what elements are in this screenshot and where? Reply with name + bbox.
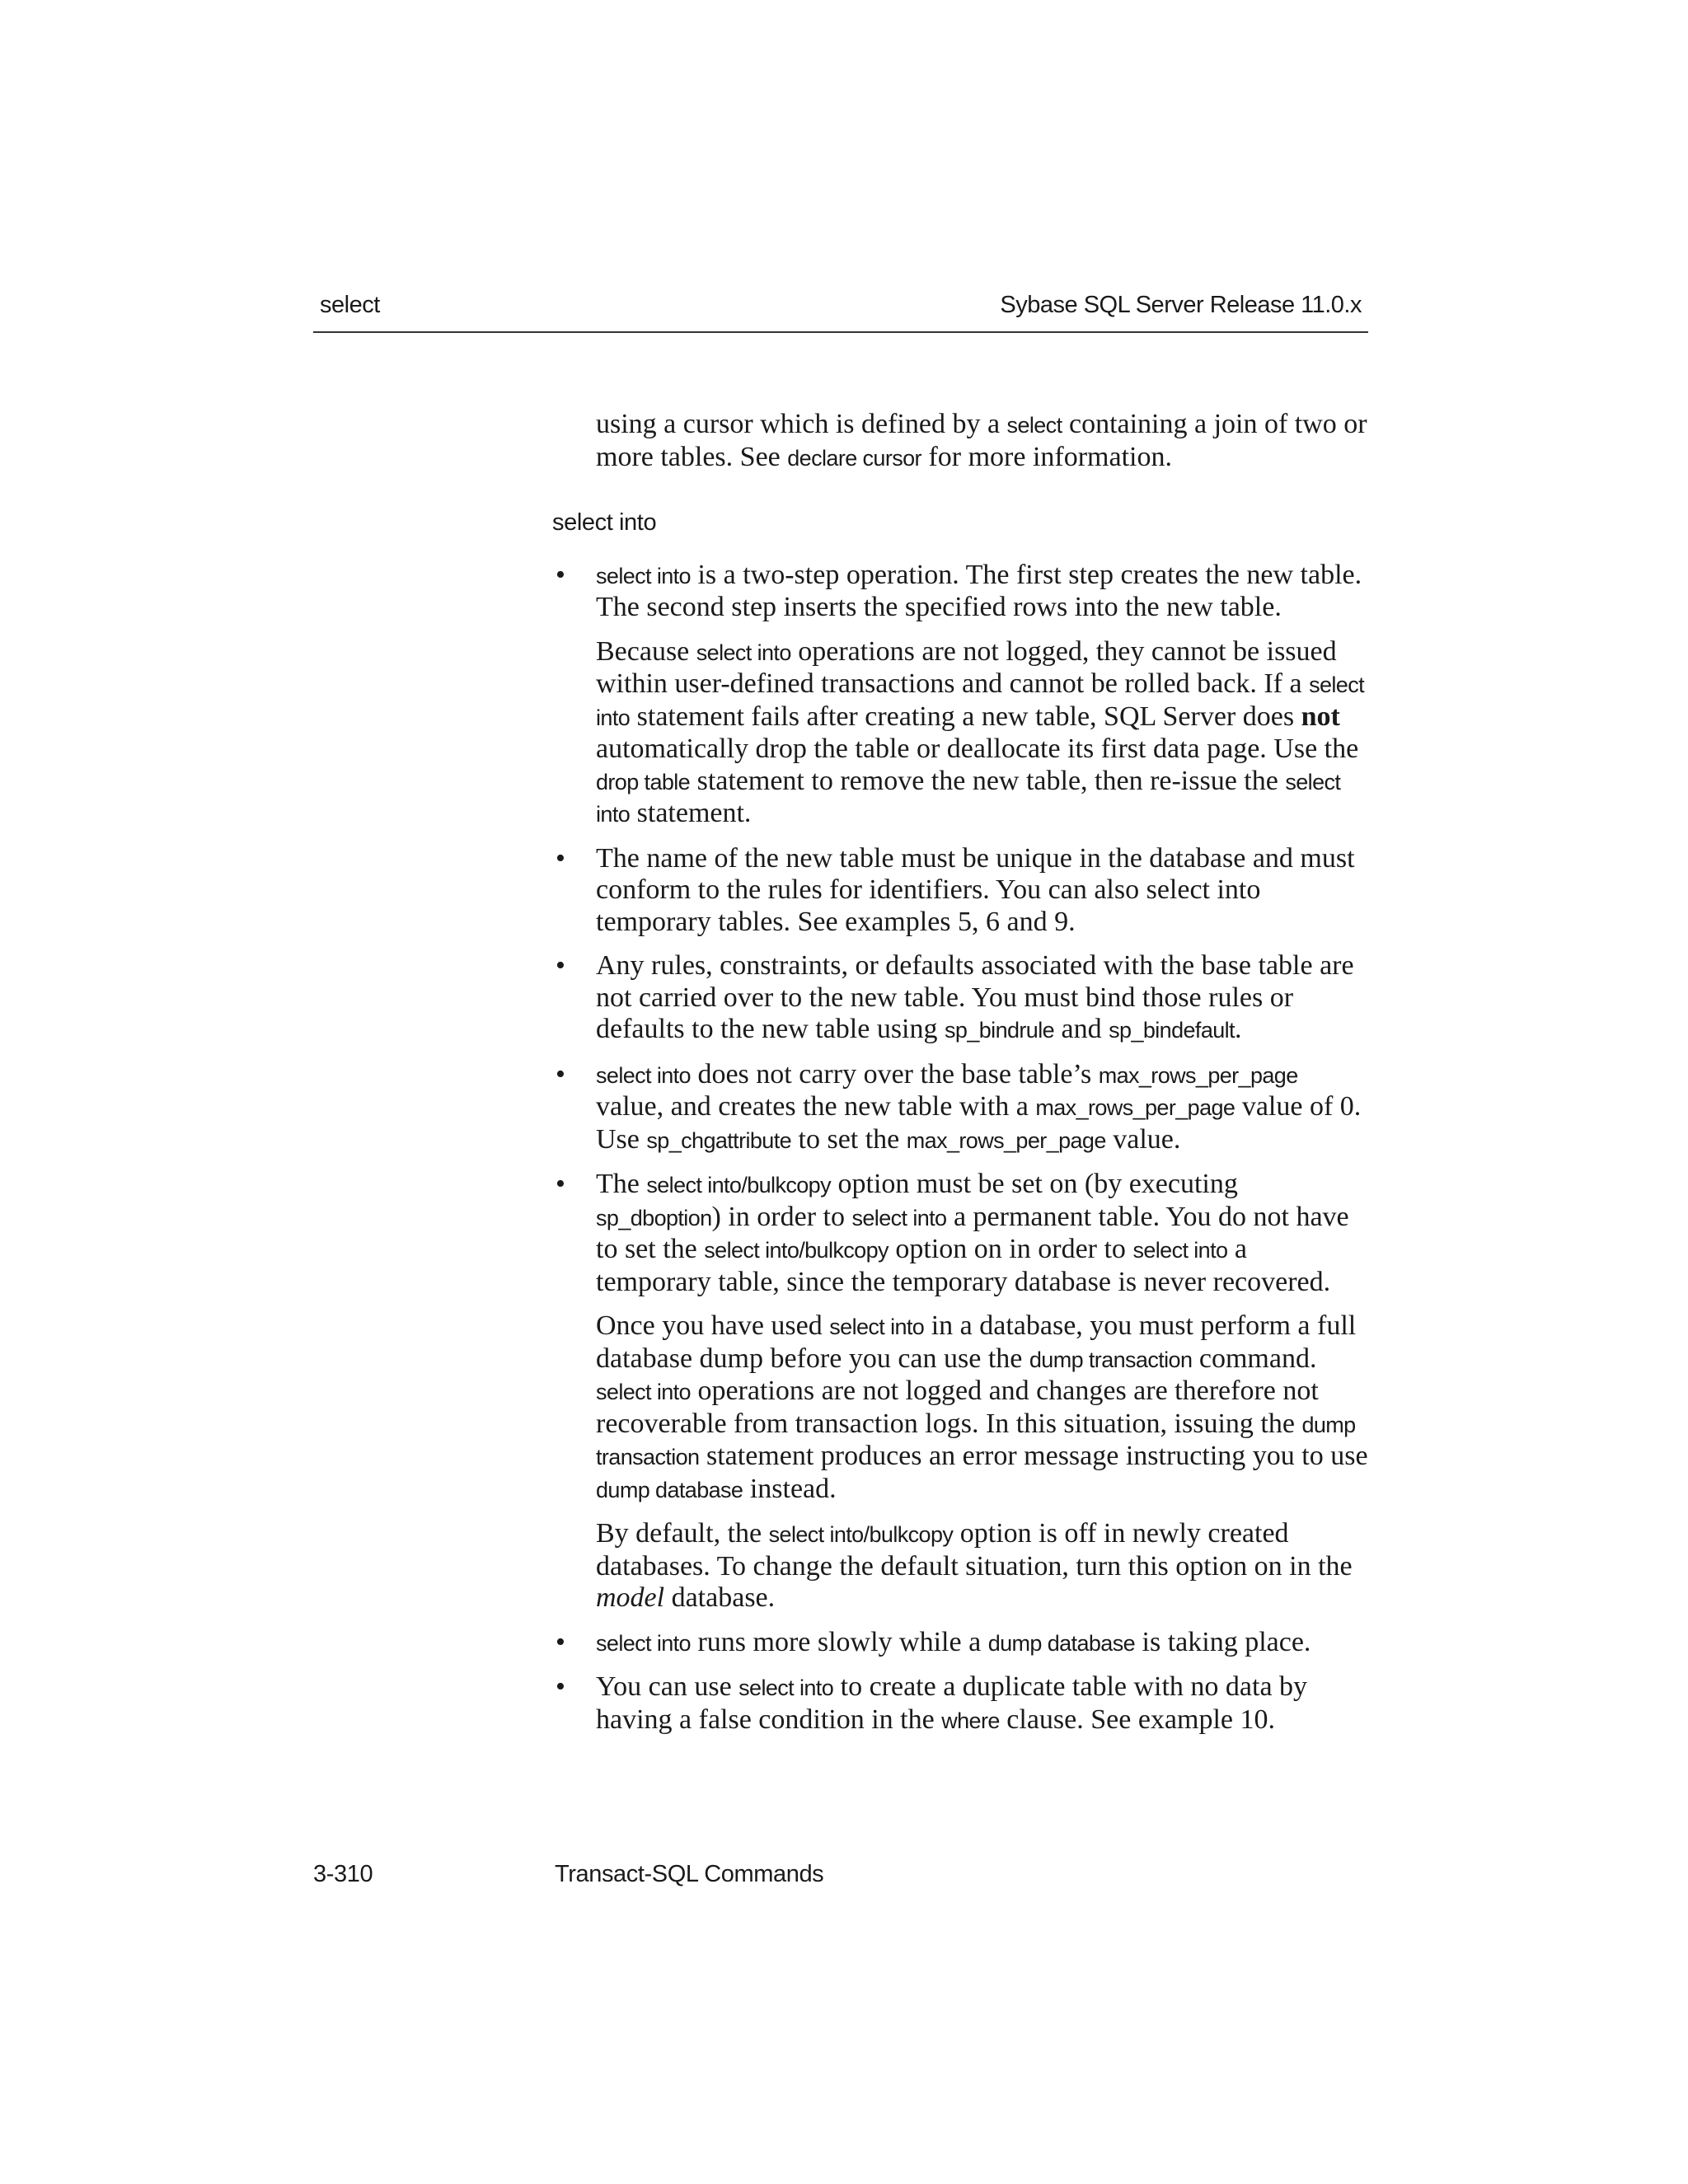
page-number: 3-310 [313,1861,373,1887]
command-term: max_rows_per_page [1035,1095,1236,1120]
command-term: max_rows_per_page [1098,1062,1298,1088]
command-term: select into [738,1675,834,1700]
command-term: max_rows_per_page [906,1127,1106,1153]
command-term: select into/bulkcopy [768,1522,954,1547]
command-term: drop table [596,769,691,794]
command-term: select into/bulkcopy [646,1173,831,1197]
running-header [313,288,1368,333]
list-item [552,1627,1368,1660]
bullet-icon: • [556,1626,565,1657]
paragraph [596,1310,1368,1506]
text-run: option is off in newly created databases. To change the default situation, turn this option on in the [596,1518,1353,1582]
text-run: instead. [743,1473,837,1504]
text-run: is taking place. [1135,1626,1311,1657]
text-run: command. [1192,1343,1317,1374]
command-term: select into [596,769,1341,827]
text-run: By default, the [596,1518,769,1549]
text-run: . [1234,1014,1242,1044]
list-item [552,1169,1368,1615]
command-term: select into [596,563,691,588]
text-run: value, and creates the new table with a [596,1091,1036,1122]
text-run: statement produces an error message instructing you to use [699,1441,1368,1471]
bullet-icon: • [556,1058,565,1090]
text-run: operations are not logged and changes are therefore not recoverable from transaction logs. In this situation, issuing the [596,1376,1319,1439]
bullet-icon: • [556,950,565,981]
header-product-release: Sybase SQL Server Release 11.0.x [1000,292,1362,318]
command-term: select into/bulkcopy [704,1238,889,1263]
text-run: in a database, you must perform a full database dump before you can use the [596,1310,1357,1374]
paragraph [596,560,1368,624]
command-term: dump transaction [596,1412,1356,1469]
paragraph [596,1059,1368,1157]
intro-paragraph [596,409,1368,474]
list-item [552,1059,1368,1157]
emphasis-bold: not [1301,701,1340,732]
text-run: Because [596,635,696,667]
command-term: select into [596,673,1364,730]
paragraph [596,950,1368,1047]
text-run: database. [664,1582,776,1613]
paragraph [596,1169,1368,1298]
text-run: statement fails after creating a new table, SQL Server does [630,701,1301,732]
section-heading: select into [552,509,657,536]
text-run: value of 0. Use [596,1091,1362,1155]
list-item [552,950,1368,1047]
command-term: select into [596,1062,691,1088]
text-run: ) in order to [711,1201,852,1232]
text-run: automatically drop the table or deallocate its first data page. Use the [596,733,1359,764]
command-term: sp_dboption [596,1205,712,1230]
text-run: statement to remove the new table, then re-issue the [690,765,1286,796]
text-run: You can use [596,1671,739,1702]
command-term: select into [696,640,791,665]
text-run: to set the [791,1123,907,1155]
text-run: statement. [630,798,752,828]
text-run: Any rules, constraints, or defaults associated with the base table are not carried over to the new table. You must bind those rules or defaults to the new table using [596,950,1354,1044]
command-term: select into [1132,1238,1228,1263]
text-run: to create a duplicate table with no data by having a false condition in the [596,1671,1308,1735]
footer-chapter-title: Transact-SQL Commands [555,1861,824,1887]
text-run: for more information. [921,441,1172,472]
text-run: Once you have used [596,1310,830,1341]
text-run: and [1054,1014,1109,1044]
text-run: The name of the new table must be unique in the database and must conform to the rules for identifiers. You can also select into temporary tables. See examples 5, 6 and 9. [596,842,1355,937]
text-run: runs more slowly while a [690,1626,988,1657]
text-run: using a cursor which is defined by a [596,409,1007,439]
command-term: select into [596,1630,691,1656]
page-body [552,409,1368,1749]
command-term: sp_bindefault [1109,1018,1235,1043]
command-term: dump database [987,1630,1136,1656]
command-term: where [941,1708,1000,1733]
command-term: sp_chgattribute [646,1127,792,1153]
paragraph [596,1627,1368,1660]
text-run: The [596,1169,647,1199]
command-term: sp_bindrule [945,1018,1055,1043]
text-run: clause. See example 10. [999,1704,1275,1735]
command-term: select into [851,1205,947,1230]
text-run: option must be set on (by executing [831,1169,1238,1199]
paragraph [596,1518,1368,1615]
bullet-icon: • [556,1169,565,1199]
list-item [552,843,1368,939]
bullet-icon: • [556,1671,565,1702]
bullet-list [552,560,1368,1737]
header-section-name: select [320,292,380,318]
text-run: value. [1105,1123,1181,1155]
command-term: select into [829,1315,925,1339]
list-item [552,560,1368,831]
command-term: dump database [596,1477,743,1502]
bullet-icon: • [556,842,565,874]
text-run: a permanent table. You do not have to set the [596,1201,1349,1264]
command-term: dump transaction [1029,1347,1193,1372]
text-run: operations are not logged, they cannot be issued within user-defined transactions and cannot be rolled back. If a [596,635,1337,699]
text-run: option on in order to [888,1234,1133,1264]
paragraph [596,1671,1368,1736]
bullet-icon: • [556,559,565,590]
command-term: declare cursor [787,445,921,471]
text-run: is a two-step operation. The first step creates the new table. The second step inserts the specified rows into the new table. [596,559,1362,622]
text-run: containing a join of two or more tables. See [596,409,1367,472]
text-run: does not carry over the base table’s [690,1058,1099,1090]
command-term: select into [596,1380,691,1404]
emphasis-italic: model [596,1582,665,1613]
paragraph [596,843,1368,939]
text-run: a temporary table, since the temporary database is never recovered. [596,1234,1331,1297]
list-item [552,1671,1368,1736]
command-term: select [1006,413,1062,438]
paragraph [596,636,1368,831]
